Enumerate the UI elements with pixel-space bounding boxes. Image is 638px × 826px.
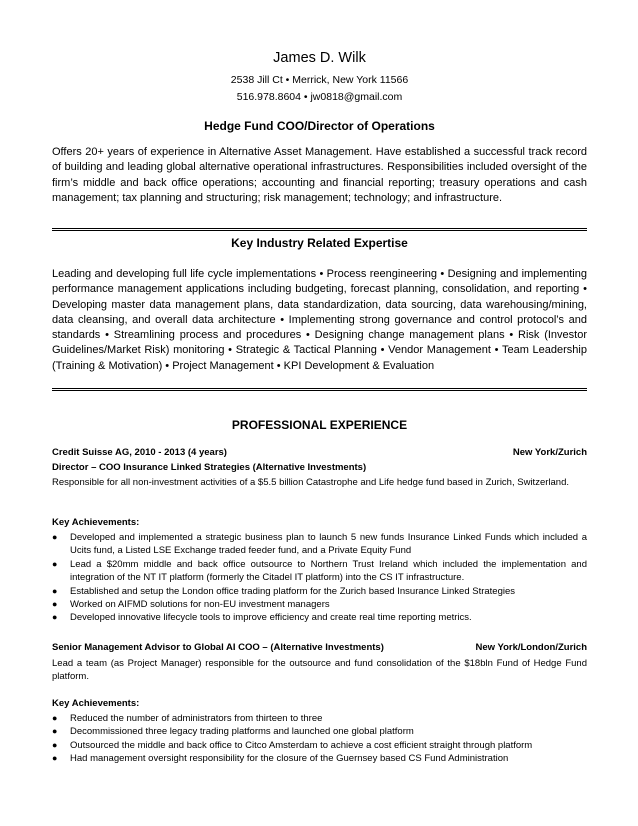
job-company: Credit Suisse AG, 2010 - 2013 (4 years) <box>52 447 227 458</box>
job-role-line <box>52 642 587 653</box>
achievements-list <box>52 712 587 766</box>
list-item: ● Established and setup the London office trading platform for the Zurich based Insurance Linked Strategies <box>52 585 516 597</box>
address-line: 2538 Jill Ct • Merrick, New York 11566 <box>230 74 409 86</box>
bullet-icon: ● <box>52 585 58 596</box>
list-item: ● Worked on AIFMD solutions for non-EU investment managers <box>52 599 330 611</box>
experience-heading: PROFESSIONAL EXPERIENCE <box>231 418 408 432</box>
bullet-icon: ● <box>52 726 58 737</box>
summary-paragraph: Offers 20+ years of experience in Alternative Asset Management. Have established a successful track record of building and leading global alternative operational infrastructures. Responsibilities included oversight of the firm’s middle and back office operations; accounting and financial reporting; treasury operations and cash management; tax planning and structuring; risk management; technology; and infrastructure. <box>52 146 587 204</box>
target-title: Hedge Fund COO/Director of Operations <box>204 119 435 133</box>
job-role: Director – COO Insurance Linked Strategies (Alternative Investments) <box>52 462 367 473</box>
expertise-heading: Key Industry Related Expertise <box>231 236 408 250</box>
list-item: ● Decommissioned three legacy trading platforms and launched one global platform <box>52 726 414 738</box>
job-description: Responsible for all non-investment activities of a $5.5 billion Catastrophe and Life hedge fund based in Zurich, Switzerland. <box>52 477 569 488</box>
bullet-icon: ● <box>52 713 58 723</box>
candidate-name: James D. Wilk <box>273 50 366 66</box>
bullet-icon: ● <box>52 753 58 764</box>
job-company-line <box>52 447 587 458</box>
bullet-icon: ● <box>52 532 58 542</box>
list-item: ● Developed and implemented a strategic business plan to launch 5 new funds Insurance Linked Funds which included a Ucits fund, a Listed LSE Exchange traded feeder fund, and a Private Equity Fund <box>52 532 587 557</box>
job-location: New York/Zurich <box>512 447 587 458</box>
bullet-icon: ● <box>52 612 58 623</box>
expertise-paragraph: Leading and developing full life cycle implementations • Process reengineering • Designing and implementing performance management applications including budgeting, forecast planning, consolidation, and reporting • Developing master data management plans, data standardization, data sourcing, data warehousing/mining, data cleansing, and overall data architecture • Implementing strong governance and control protocol’s and standards • Streamlining process and procedures • Designing change management plans • Risk (Investor Guidelines/Market Risk) monitoring • Strategic & Tactical Planning • Vendor Management • Team Leadership (Training & Motivation) • Project Management • KPI Development & Evaluation <box>52 268 587 372</box>
key-achievements-label: Key Achievements: <box>52 517 140 528</box>
key-achievements-label: Key Achievements: <box>52 698 140 709</box>
list-item: ● Reduced the number of administrators from thirteen to three <box>52 713 323 724</box>
list-item: ● Outsourced the middle and back office to Citco Amsterdam to achieve a cost efficient straight through platform <box>52 739 533 751</box>
job-location: New York/London/Zurich <box>475 642 587 653</box>
bullet-icon: ● <box>52 558 58 569</box>
contact-line: 516.978.8604 • jw0818@gmail.com <box>236 91 403 103</box>
section-divider <box>52 228 587 231</box>
bullet-icon: ● <box>52 739 58 750</box>
achievements-list <box>52 531 587 625</box>
job-role: Senior Management Advisor to Global AI COO – (Alternative Investments) <box>52 642 384 653</box>
bullet-icon: ● <box>52 599 58 610</box>
section-divider <box>52 388 587 391</box>
list-item: ● Lead a $20mm middle and back office outsource to Northern Trust Ireland which included the implementation and integration of the NT IT platform (formerly the Citadel IT platform) into the CS IT infrastructure. <box>52 558 587 584</box>
list-item: ● Developed innovative lifecycle tools to improve efficiency and create real time reporting metrics. <box>52 612 472 624</box>
job-description: Lead a team (as Project Manager) responsible for the outsource and fund consolidation of the $18bln Fund of Hedge Fund platform. <box>52 658 587 682</box>
list-item: ● Had management oversight responsibility for the closure of the Guernsey based CS Fund Administration <box>52 753 509 765</box>
